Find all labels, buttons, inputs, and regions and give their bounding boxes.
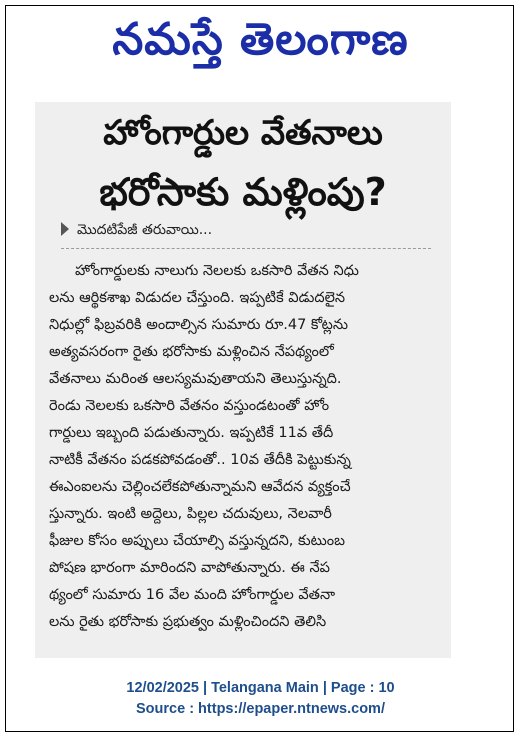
footer-source: Source : https://epaper.ntnews.com/	[136, 701, 385, 717]
article-line: నిధుల్లో ఫిబ్రవరికి అందాల్సిన సుమారు రూ.47 కోట్లను	[49, 317, 349, 333]
news-clipping	[35, 102, 451, 658]
footer-edition-info: 12/02/2025 | Telangana Main | Page : 10	[126, 680, 395, 696]
article-body	[49, 258, 441, 636]
article-line: థ్యంలో సుమారు 16 వేల మంది హోంగార్డుల వేతనా	[49, 587, 336, 603]
divider	[61, 248, 431, 249]
article-line: రెండు నెలలకు ఒకసారి వేతనం వస్తుండటంతో హోం	[49, 398, 330, 414]
article-line: నాటికీ వేతనం పడకపోవడంతో.. 10వ తేదీకి పెట్టుకున్న	[49, 452, 351, 468]
article-line: గార్డులు ఇబ్బంది పడుతున్నారు. ఇప్పటికే 11వ తేదీ	[49, 425, 334, 441]
continued-from-label	[61, 220, 212, 240]
article-line: అత్యవసరంగా రైతు భరోసాకు మళ్లించిన నేపథ్యంలో	[49, 344, 334, 360]
chevron-right-icon	[61, 222, 69, 236]
article-line: స్తున్నారు. ఇంటి అద్దెలు, పిల్లల చదువులు, నెలవారీ	[49, 506, 332, 522]
masthead-logo: నమస్తే తెలంగాణ	[112, 14, 409, 65]
headline-line-2: భరోసాకు మళ్లింపు?	[99, 170, 387, 214]
headline-line-1: హోంగార్డుల వేతనాలు	[103, 113, 383, 153]
article-line: ఈఎంఐలను చెల్లించలేకపోతున్నామని ఆవేదన వ్యక్తంచే	[49, 479, 351, 495]
article-line: హోంగార్డులకు నాలుగు నెలలకు ఒకసారి వేతన నిధు	[75, 263, 359, 279]
article-line: లను రైతు భరోసాకు ప్రభుత్వం మళ్లించిందని తెలిసి	[49, 614, 327, 630]
article-line: పోషణ భారంగా మారిందని వాపోతున్నారు. ఈ నేప	[49, 560, 330, 576]
article-line: లను ఆర్థికశాఖ విడుదల చేస్తుంది. ఇప్పటికే విడుదలైన	[49, 290, 346, 306]
article-line: ఫీజుల కోసం అప్పులు చేయాల్సి వస్తున్నదని, కుటుంబ	[49, 533, 346, 549]
article-line: వేతనాలు మరింత ఆలస్యమవుతాయని తెలుస్తున్నది.	[49, 371, 342, 387]
continued-from-text: మొదటిపేజీ తరువాయి...	[77, 222, 213, 238]
